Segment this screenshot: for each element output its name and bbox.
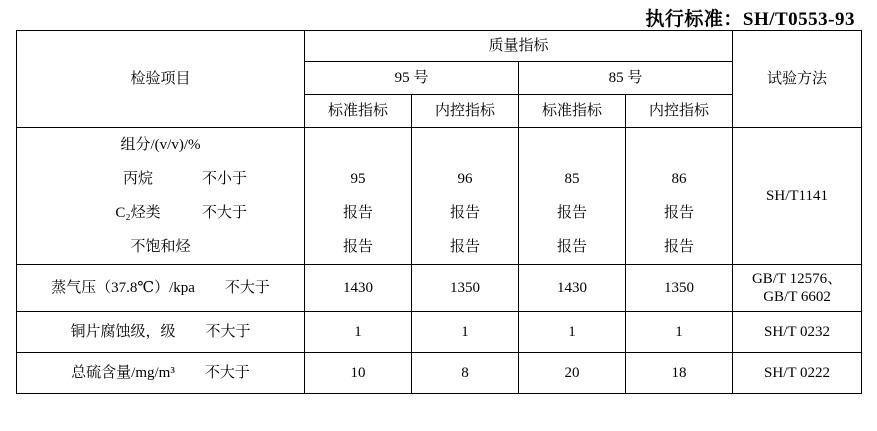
cell-95-standard-copper: 1 — [305, 312, 412, 353]
header-85-internal-index: 内控指标 — [626, 95, 733, 128]
cell-95-standard-vapor: 1430 — [305, 265, 412, 312]
value-line — [305, 128, 411, 162]
value-line: 96 — [457, 171, 473, 187]
row-composition-items — [17, 128, 305, 265]
value-line — [412, 128, 518, 162]
value-line: 报告 — [342, 239, 373, 255]
method-line: GB/T 12576、 — [751, 271, 843, 287]
composition-line — [17, 128, 304, 162]
cell-85-standard-vapor: 1430 — [519, 265, 626, 312]
item-qualifier: 不大于 — [204, 365, 250, 381]
item-label: 蒸气压（37.8℃）/kpa — [51, 280, 195, 296]
header-quality-index: 质量指标 — [305, 31, 733, 62]
header-grade-85: 85 号 — [519, 62, 733, 95]
value-line: 报告 — [664, 239, 695, 255]
cell-95-internal-copper: 1 — [412, 312, 519, 353]
header-95-internal-index: 内控指标 — [412, 95, 519, 128]
cell-method-composition: SH/T1141 — [733, 128, 862, 265]
spec-table-wrapper — [16, 30, 861, 394]
header-inspection-item: 检验项目 — [17, 31, 305, 128]
standard-code-line: 执行标准：SH/T0553-93 — [645, 9, 855, 30]
value-line — [519, 128, 625, 162]
composition-qualifier: 不大于 — [201, 205, 247, 221]
composition-qualifier: 不小于 — [201, 171, 247, 187]
table-row — [17, 265, 862, 312]
value-line: 报告 — [342, 205, 373, 221]
composition-line — [17, 230, 304, 264]
table-row — [17, 128, 862, 265]
composition-name: C₂烃类 — [115, 205, 161, 221]
value-line: 报告 — [449, 205, 480, 221]
value-line: 报告 — [556, 239, 587, 255]
composition-line — [17, 196, 304, 230]
cell-85-internal-composition — [626, 128, 733, 265]
cell-85-internal-vapor: 1350 — [626, 265, 733, 312]
item-label: 总硫含量/mg/m³ — [71, 365, 175, 381]
cell-95-standard-composition — [305, 128, 412, 265]
header-test-method: 试验方法 — [733, 31, 862, 128]
composition-name: 组分/(v/v)/% — [120, 137, 201, 153]
header-85-standard-index: 标准指标 — [519, 95, 626, 128]
composition-line — [17, 162, 304, 196]
row-item-total-sulfur — [17, 353, 305, 394]
value-line: 85 — [564, 171, 580, 187]
cell-95-internal-vapor: 1350 — [412, 265, 519, 312]
item-label: 铜片腐蚀级，级 — [70, 324, 176, 340]
cell-95-internal-composition — [412, 128, 519, 265]
value-line: 报告 — [556, 205, 587, 221]
header-grade-95: 95 号 — [305, 62, 519, 95]
cell-85-internal-copper: 1 — [626, 312, 733, 353]
value-line: 报告 — [449, 239, 480, 255]
table-row — [17, 353, 862, 394]
cell-method-copper: SH/T 0232 — [733, 312, 862, 353]
item-qualifier: 不大于 — [224, 280, 270, 296]
cell-95-standard-sulfur: 10 — [305, 353, 412, 394]
header-95-standard-index: 标准指标 — [305, 95, 412, 128]
value-line: 86 — [671, 171, 687, 187]
cell-method-sulfur: SH/T 0222 — [733, 353, 862, 394]
item-qualifier: 不大于 — [205, 324, 251, 340]
specification-table — [16, 30, 862, 394]
composition-name: 丙烷 — [122, 171, 153, 187]
row-item-copper-corrosion — [17, 312, 305, 353]
value-line: 报告 — [664, 205, 695, 221]
value-line: 95 — [350, 171, 366, 187]
cell-85-standard-sulfur: 20 — [519, 353, 626, 394]
cell-85-standard-composition — [519, 128, 626, 265]
cell-method-vapor — [733, 265, 862, 312]
table-row — [17, 312, 862, 353]
value-line — [626, 128, 732, 162]
composition-name: 不饱和烃 — [130, 239, 191, 255]
row-item-vapor-pressure — [17, 265, 305, 312]
cell-85-internal-sulfur: 18 — [626, 353, 733, 394]
method-line: GB/T 6602 — [763, 289, 831, 305]
cell-95-internal-sulfur: 8 — [412, 353, 519, 394]
cell-85-standard-copper: 1 — [519, 312, 626, 353]
table-header-row-1 — [17, 31, 862, 62]
